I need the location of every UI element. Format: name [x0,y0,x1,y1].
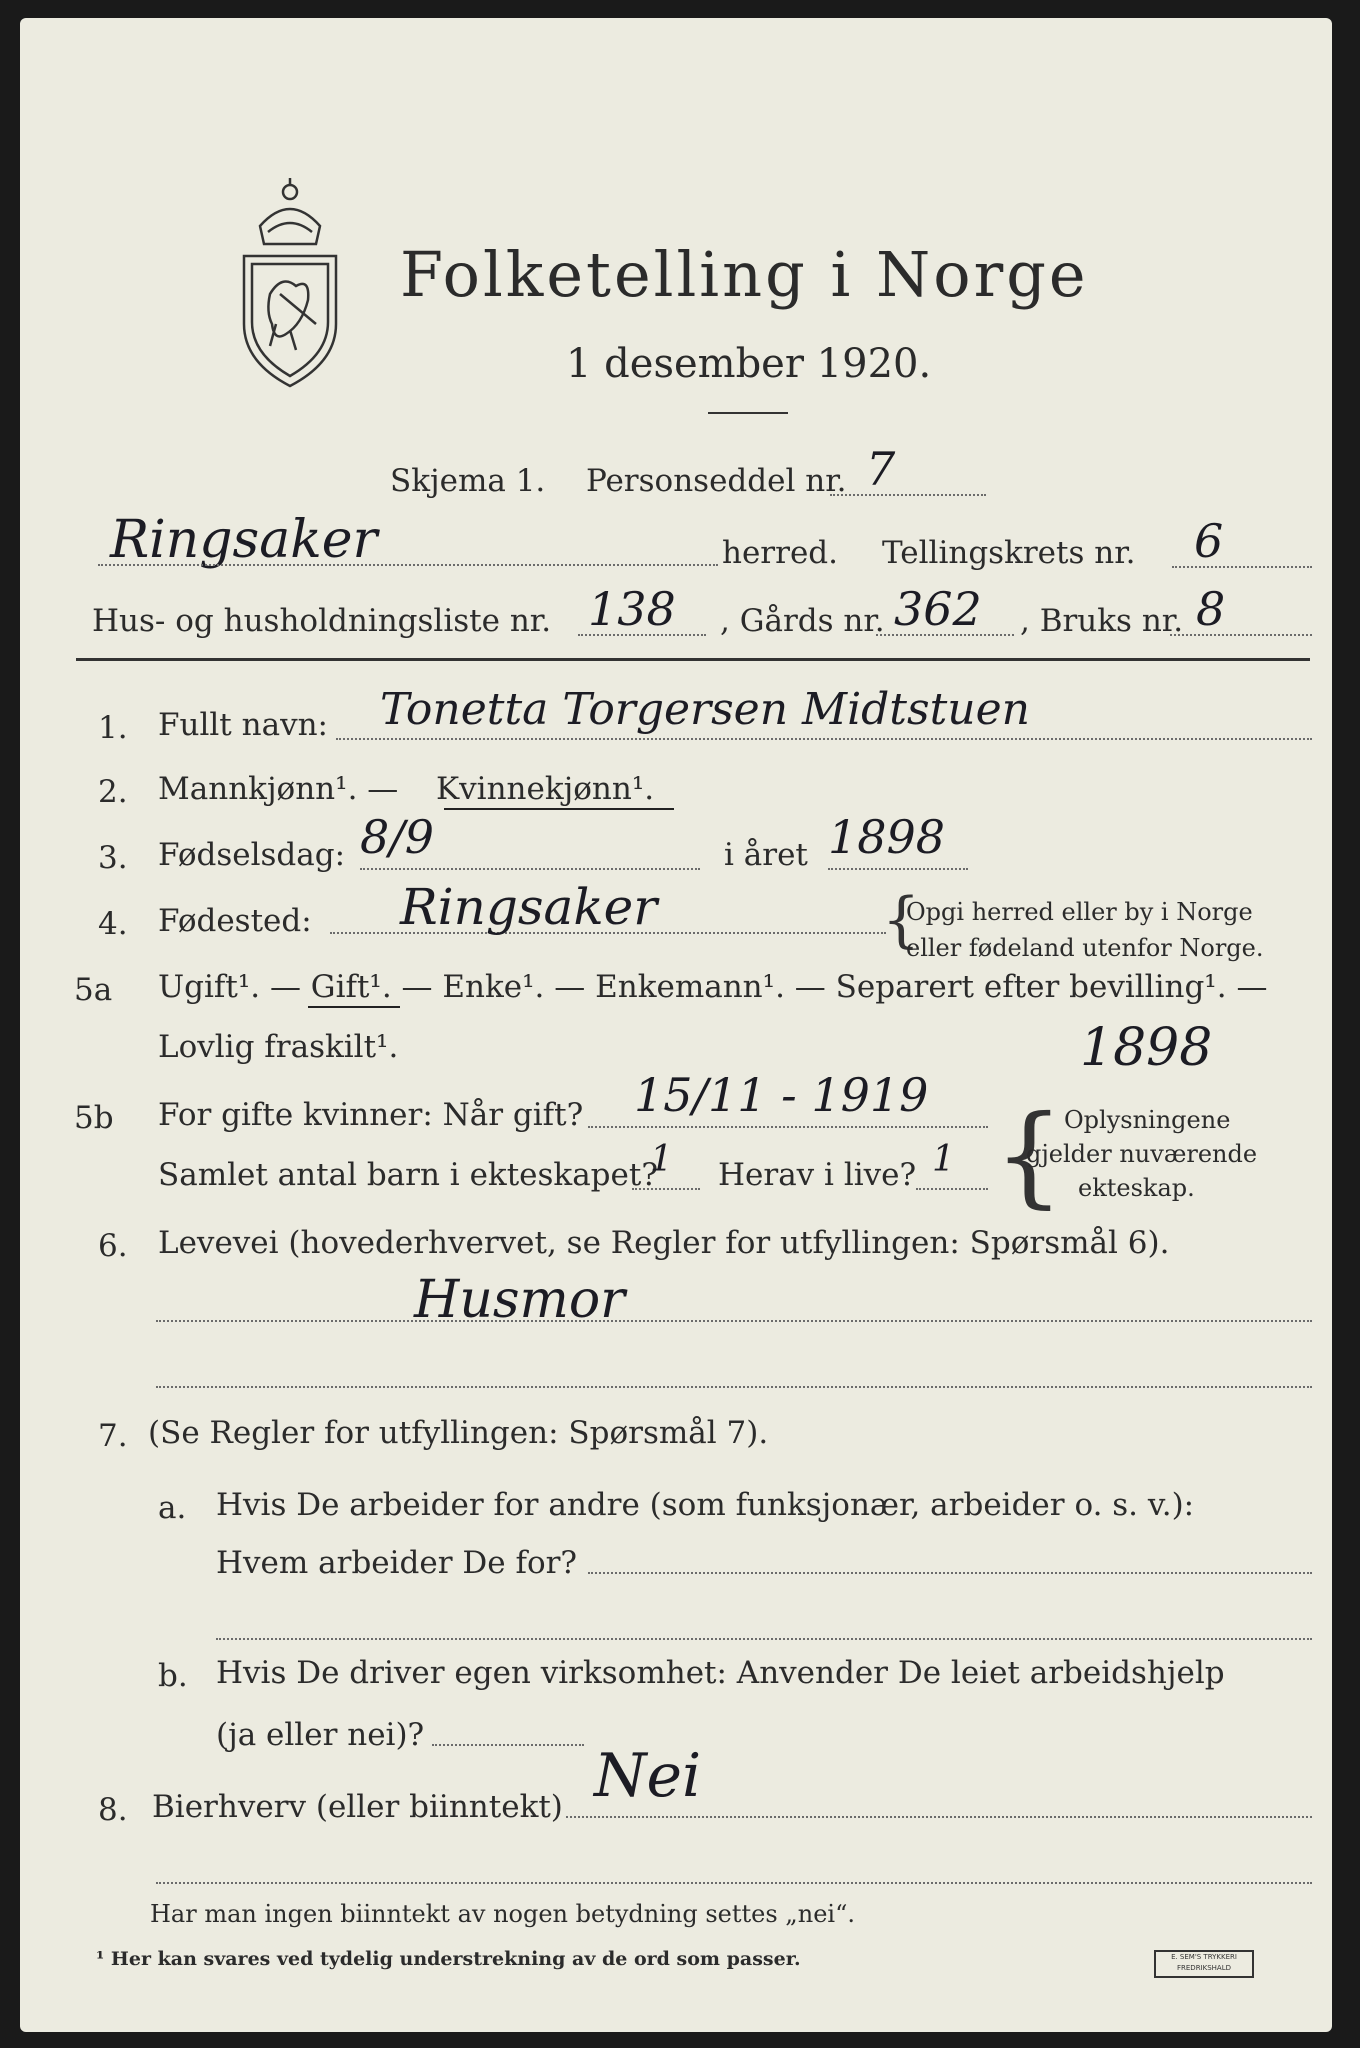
gards-value: 362 [894,582,982,636]
kvinnekjonn-option: Kvinnekjønn¹. [436,771,655,807]
levevei-value: Husmor [414,1270,625,1330]
levevei-label: Levevei (hovederhvervet, se Regler for utfyllingen: Spørsmål 6). [158,1225,1170,1261]
fodested-label: Fødested: [158,903,312,939]
kvinnekjonn-underline [444,808,674,810]
bruks-label: , Bruks nr. [1020,603,1184,639]
field-number: 5b [74,1100,114,1136]
sivilstand-options: Ugift¹. — Gift¹. — Enke¹. — Enkemann¹. — Separert efter bevilling¹. — [158,969,1268,1005]
husholdningsliste-value: 138 [588,582,676,636]
barn-value: 1 [650,1139,673,1180]
printer-stamp: E. SEM'S TRYKKERI FREDRIKSHALD [1154,1950,1254,1978]
field-number: 5a [74,972,113,1008]
norwegian-coat-of-arms-icon [230,174,350,388]
herav-i-live-label: Herav i live? [718,1157,917,1193]
ja-eller-nei-label: (ja eller nei)? [216,1717,425,1753]
bruks-value: 8 [1196,582,1226,636]
herred-value: Ringsaker [110,510,378,570]
tellingskrets-value: 6 [1194,514,1224,568]
header-divider [76,658,1310,661]
footnote: ¹ Her kan svares ved tydelig understrekning av de ord som passer. [96,1948,801,1970]
fodested-value: Ringsaker [400,878,658,936]
field-number: 2. [98,774,128,810]
field-letter: b. [158,1658,188,1694]
oplysningene-note-2: gjelder nuværende [1026,1140,1258,1168]
field-letter: a. [158,1490,187,1526]
tellingskrets-label: Tellingskrets nr. [882,535,1136,571]
gift-underline [308,1006,400,1008]
fullt-navn-value: Tonetta Torgersen Midtstuen [380,684,1030,735]
i-aret-label: i året [724,837,808,873]
fodested-note-2: eller fødeland utenfor Norge. [906,934,1264,962]
field-number: 3. [98,840,128,876]
fodested-note-1: Opgi herred eller by i Norge [906,898,1253,926]
census-form: Folketelling i Norge 1 desember 1920. Skjema 1. Personseddel nr. 7 Ringsaker herred. Tellingskrets nr. 6 Hus- og husholdningsliste nr. 138 , Gårds nr. 362 , Bruks nr. 8 1. Fullt navn: Tonetta Torgersen Midtstuen 2. Mannkjønn¹. — Kvinnekjønn¹. 3. Fødselsdag: 8/9 i året 1898 4. Fødested: Ringsaker { Opgi herred eller by i Norge eller fødeland utenfor Norge. 5a Ugift¹. — Gift¹. — Enke¹. — Enkemann¹. — Separert efter bevilling¹. — Lovlig fraskilt¹. 1898 5b For gifte kvinner: Når gift? 15/11 - 1919 Samlet antal barn i ekteskapet? 1 Herav i live? 1 { Oplysningene gjelder nuværende ekteskap. 6. Levevei (hovederhvervet, se Regler for utfyllingen: Spørsmål 6). Husmor 7. (Se Regler for utfyllingen: Spørsmål 7). a. Hvis De arbeider for andre (som funksjonær, arbeider o. s. v.): Hvem arbeider De for? b. Hvis De driver egen virksomhet: Anvender De leiet arbeidshjelp (ja eller nei)? 8. Bierhverv (eller biinntekt) Nei Har man ingen biinntekt av nogen betydning settes „nei“. ¹ Her kan svares ved tydelig understrekning av de ord som passer. E. SEM'S TRYKKERI FREDRIKSHALD [20,18,1332,2032]
nar-gift-value: 15/11 - 1919 [634,1068,929,1122]
egen-virksomhet-text: Hvis De driver egen virksomhet: Anvender De leiet arbeidshjelp [216,1655,1225,1691]
fullt-navn-label: Fullt navn: [158,707,328,743]
field-number: 1. [98,710,128,746]
fodselsar-value: 1898 [828,810,946,864]
lovlig-fraskilt-option: Lovlig fraskilt¹. [158,1029,399,1065]
form-date: 1 desember 1920. [566,341,932,387]
herav-i-live-value: 1 [932,1139,955,1180]
field-number: 8. [98,1792,128,1828]
field-number: 7. [98,1418,128,1454]
form-title: Folketelling i Norge [400,238,1089,311]
fodselsdag-label: Fødselsdag: [158,837,346,873]
personseddel-value: 7 [866,442,896,496]
sporsmal-7-label: (Se Regler for utfyllingen: Spørsmål 7). [148,1415,769,1451]
husholdningsliste-label: Hus- og husholdningsliste nr. [92,603,552,639]
margin-year-note: 1898 [1080,1018,1213,1078]
mannkjonn-option: Mannkjønn¹. — [158,771,399,807]
field-number: 6. [98,1228,128,1264]
field-number: 4. [98,906,128,942]
personseddel-label: Personseddel nr. [586,463,847,499]
arbeider-for-andre-text: Hvis De arbeider for andre (som funksjonær, arbeider o. s. v.): [216,1487,1195,1523]
fodselsdag-value: 8/9 [360,810,435,864]
oplysningene-note-1: Oplysningene [1064,1106,1231,1134]
barn-label: Samlet antal barn i ekteskapet? [158,1157,658,1193]
bierhverv-value: Nei [594,1741,702,1811]
herred-label: herred. [722,535,838,571]
nar-gift-label: For gifte kvinner: Når gift? [158,1097,584,1133]
bottom-note: Har man ingen biinntekt av nogen betydning settes „nei“. [150,1900,855,1928]
title-divider [708,412,788,414]
bierhverv-label: Bierhverv (eller biinntekt) [152,1789,563,1825]
schema-label: Skjema 1. [390,463,546,499]
hvem-arbeider-label: Hvem arbeider De for? [216,1545,578,1581]
gards-label: , Gårds nr. [720,603,885,639]
oplysningene-note-3: ekteskap. [1078,1174,1195,1202]
